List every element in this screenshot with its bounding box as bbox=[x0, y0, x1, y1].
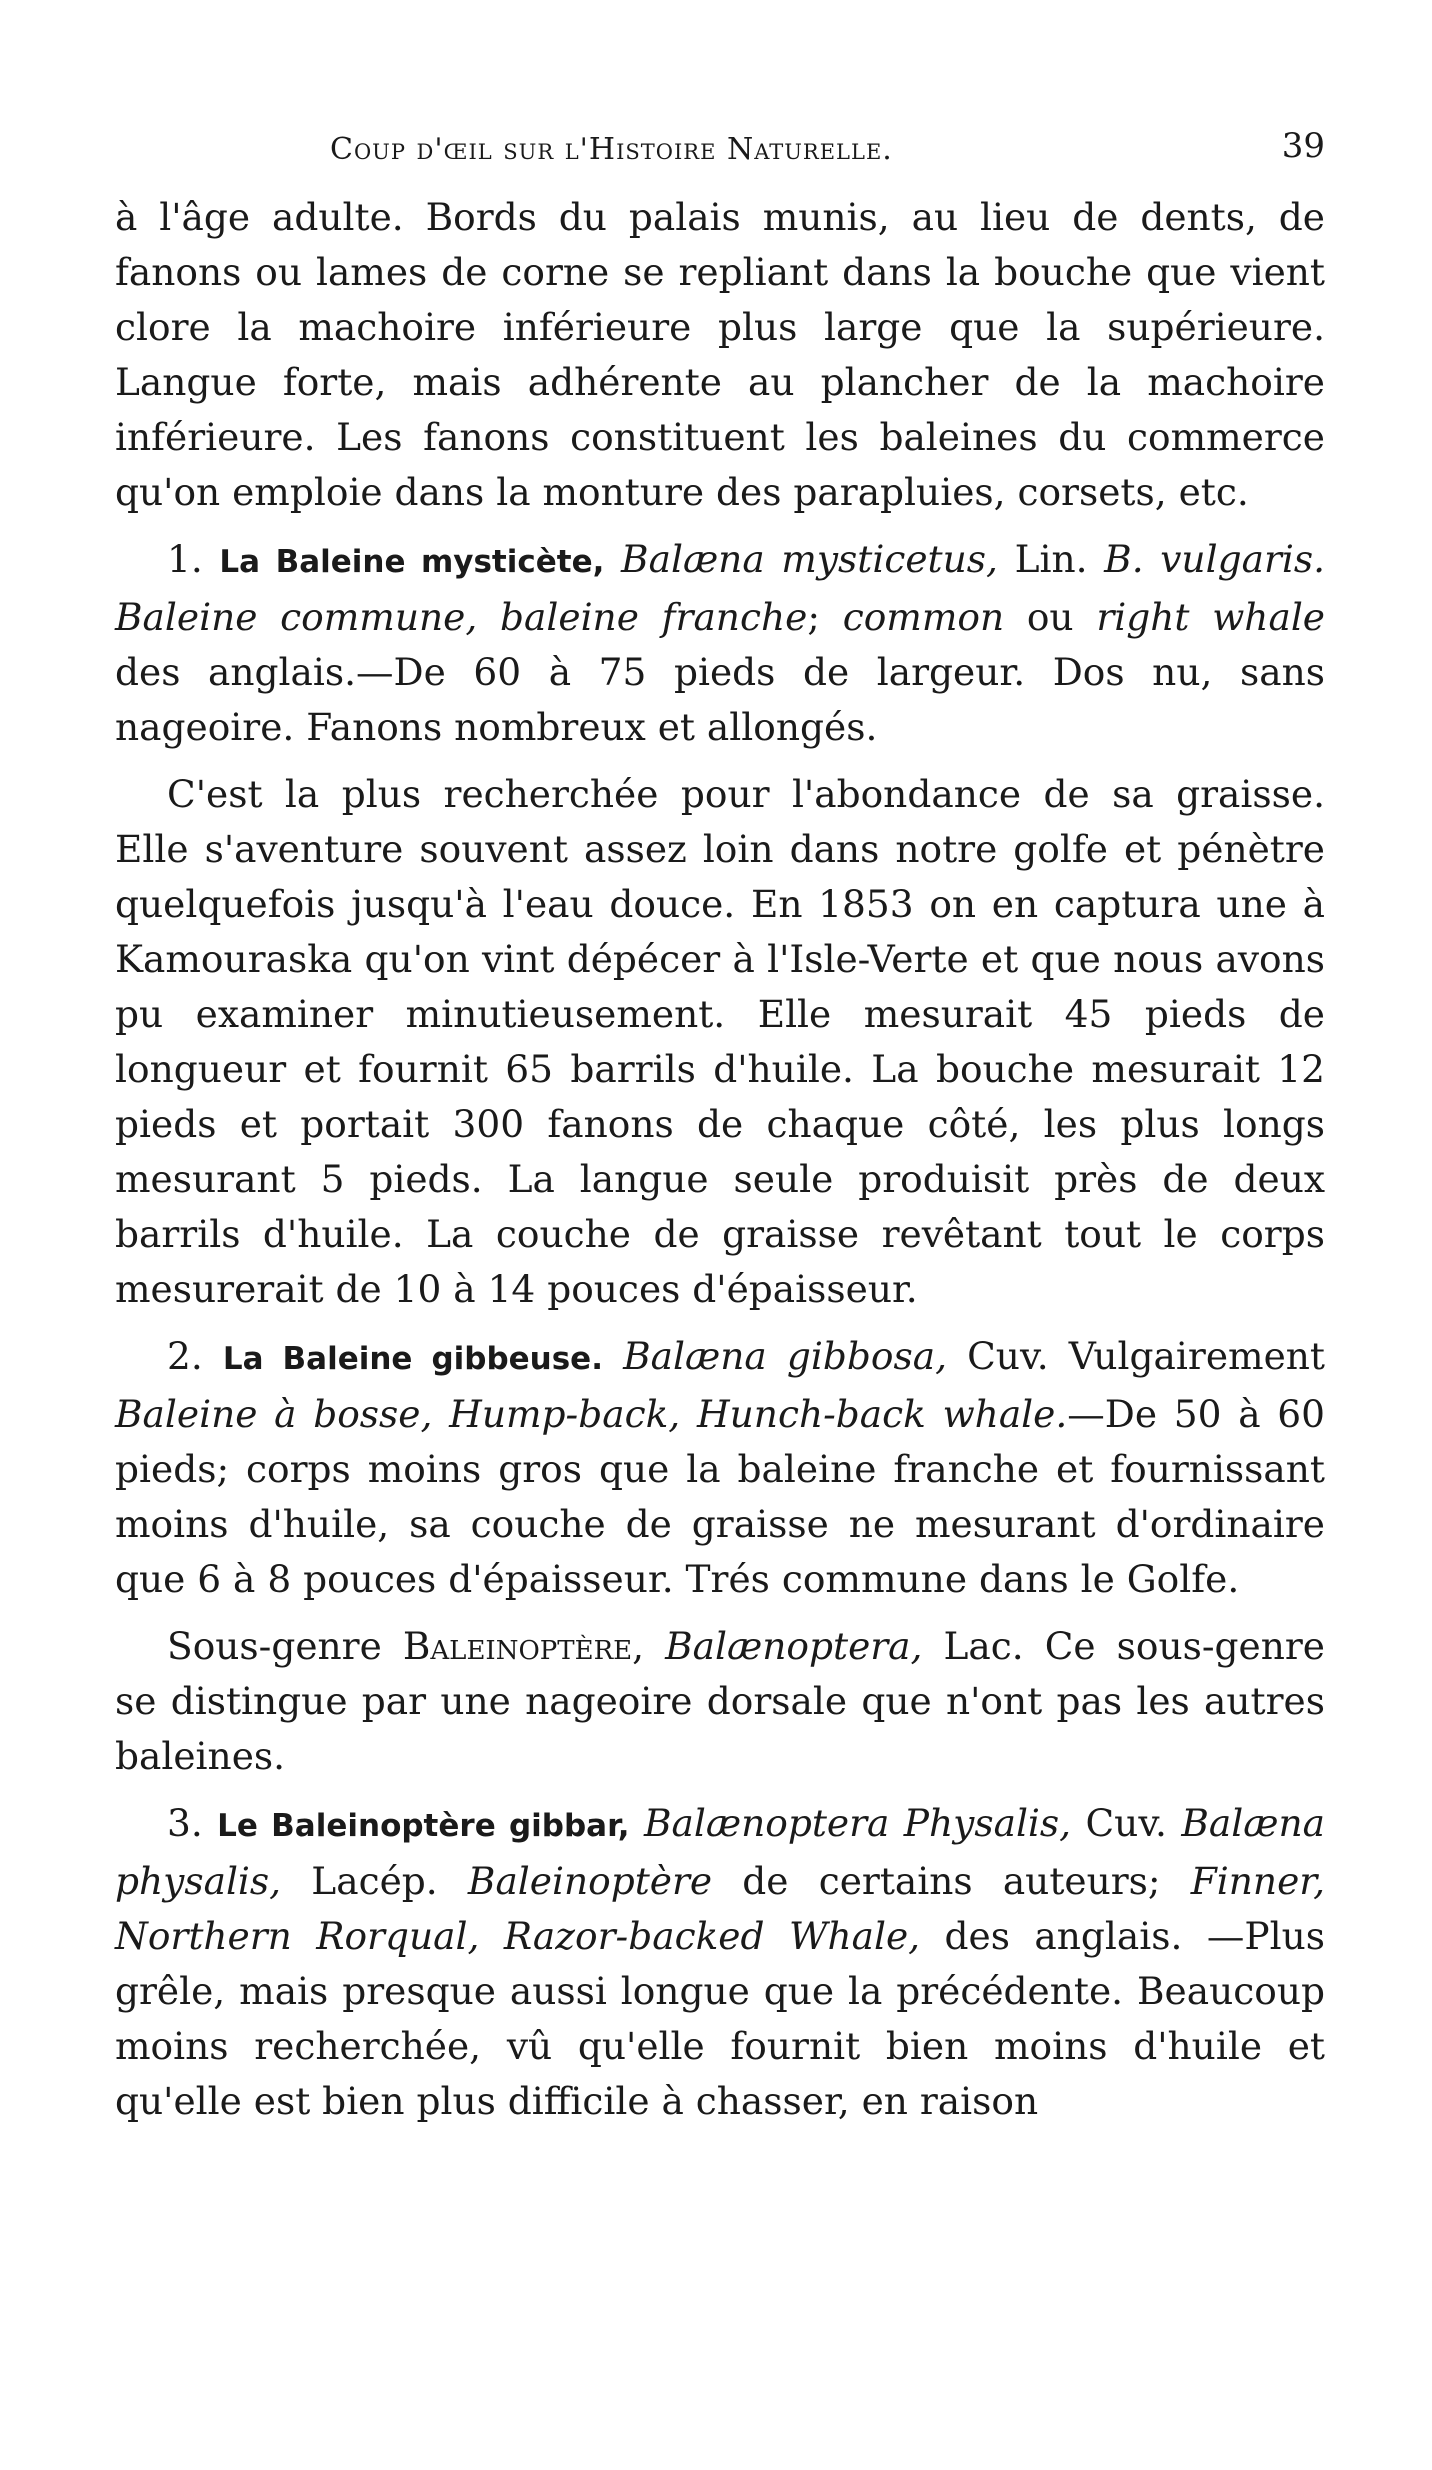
paragraph-subgenus bbox=[115, 1619, 1325, 1784]
scientific-name: B. vulgaris. Baleine commune, baleine franche bbox=[115, 537, 1326, 639]
paragraph-0 bbox=[115, 190, 1325, 520]
text-run: Cuv. Vulgairement bbox=[947, 1334, 1325, 1378]
scientific-name: Balæna mysticetus, bbox=[621, 537, 998, 581]
text-run: ou bbox=[1004, 595, 1097, 639]
species-number: 1. bbox=[167, 537, 203, 581]
species-name: La Baleine mysticète, bbox=[219, 544, 605, 580]
species-name: La Baleine gibbeuse. bbox=[222, 1341, 603, 1377]
text-run: Lac. Ce sous-genre se distingue par une nageoire dorsale que n'ont pas les autres baleines. bbox=[115, 1624, 1325, 1778]
scientific-name: Balæna gibbosa, bbox=[623, 1334, 947, 1378]
text-run: Lacép. bbox=[281, 1859, 468, 1903]
paragraph-text: C'est la plus recherchée pour l'abondance de sa graisse. Elle s'aventure souvent assez loin dans notre golfe et pénètre quelquefois jusqu'à l'eau douce. En 1853 on en captura une à Kamouraska qu'on vint dépécer à l'Isle-Verte et que nous avons pu examiner minutieusement. Elle mesurait 45 pieds de longueur et fournit 65 barrils d'huile. La bouche mesurait 12 pieds et portait 300 fanons de chaque côté, les plus longs mesurant 5 pieds. La langue seule produisit près de deux barrils d'huile. La couche de graisse revêtant tout le corps mesurerait de 10 à 14 pouces d'épaisseur. bbox=[115, 772, 1325, 1311]
paragraph-species-1 bbox=[115, 532, 1325, 755]
paragraph-species-3 bbox=[115, 1796, 1325, 2129]
page-header bbox=[115, 120, 1325, 190]
paragraph-species-2 bbox=[115, 1329, 1325, 1607]
text-run: Sous-genre bbox=[167, 1624, 403, 1668]
paragraph-text: à l'âge adulte. Bords du palais munis, au lieu de dents, de fanons ou lames de corne se repliant dans la bouche que vient clore la machoire inférieure plus large que la supérieure. Langue forte, mais adhérente au plancher de la machoire inférieure. Les fanons constituent les baleines du commerce qu'on emploie dans la monture des parapluies, corsets, etc. bbox=[115, 195, 1325, 514]
text-run bbox=[644, 1624, 665, 1668]
running-head: Coup d'œil sur l'Histoire Naturelle. bbox=[330, 132, 893, 167]
text-run: —De 50 à 60 pieds; corps moins gros que la baleine franche et fournissant moins d'huile, sa couche de graisse ne mesurant d'ordinaire que 6 à 8 pouces d'épaisseur. Trés commune dans le Golfe. bbox=[115, 1392, 1325, 1601]
common-name: common bbox=[842, 595, 1005, 639]
species-number: 3. bbox=[167, 1801, 203, 1845]
subgenus-name: Baleinoptère, bbox=[402, 1624, 645, 1668]
scientific-name: Balænoptera Physalis, bbox=[643, 1801, 1072, 1845]
page bbox=[115, 120, 1325, 2129]
text-run: Cuv. bbox=[1071, 1801, 1182, 1845]
common-name: Baleine à bosse, Hump-back, Hunch-back whale. bbox=[115, 1392, 1068, 1436]
species-number: 2. bbox=[167, 1334, 203, 1378]
text-run: de certains auteurs; bbox=[712, 1859, 1191, 1903]
species-name: Le Baleinoptère gibbar, bbox=[217, 1808, 630, 1844]
scientific-name: Baleinoptère bbox=[467, 1859, 713, 1903]
scientific-name: Balænoptera, bbox=[665, 1624, 923, 1668]
common-name: Finner, Northern Rorqual, Razor-backed Whale, bbox=[115, 1859, 1325, 1958]
text-run: Lin. bbox=[997, 537, 1105, 581]
page-body bbox=[115, 190, 1325, 2129]
paragraph-2 bbox=[115, 767, 1325, 1317]
scientific-name: Balæna physalis, bbox=[115, 1801, 1326, 1903]
text-run: des anglais.—De 60 à 75 pieds de largeur. Dos nu, sans nageoire. Fanons nombreux et allongés. bbox=[115, 650, 1325, 749]
text-run: ; bbox=[807, 595, 843, 639]
text-run: des anglais. —Plus grêle, mais presque aussi longue que la précédente. Beaucoup moins recherchée, vû qu'elle fournit bien moins d'huile et qu'elle est bien plus difficile à chasser, en raison bbox=[115, 1914, 1325, 2123]
page-number: 39 bbox=[1281, 126, 1325, 166]
common-name: right whale bbox=[1096, 595, 1326, 639]
